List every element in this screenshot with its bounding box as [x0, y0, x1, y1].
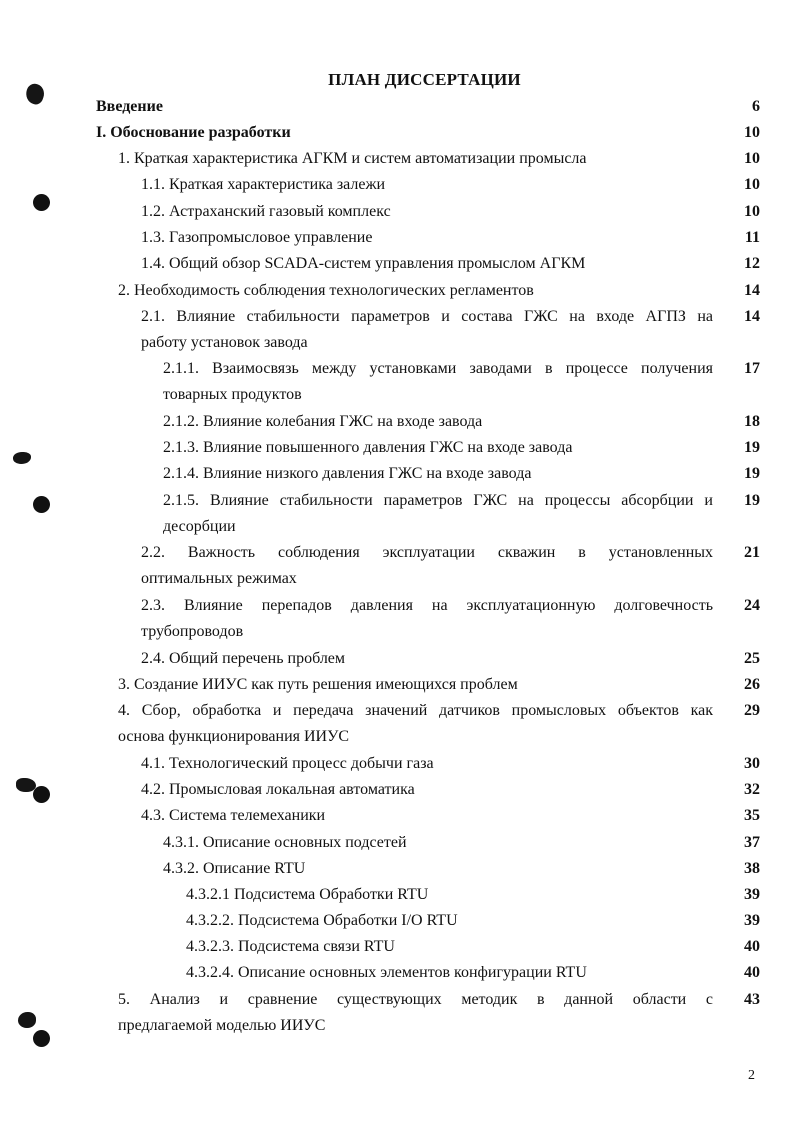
toc-entry-text: 1.2. Астраханский газовый комплекс: [141, 203, 391, 220]
toc-page-number: 17: [744, 360, 760, 377]
toc-entry-text: 2.2. Важность соблюдения эксплуатации скважин в установленных: [141, 544, 713, 561]
toc-entry: [96, 97, 163, 117]
toc-entry: [141, 806, 325, 826]
toc-entry-text: 2.4. Общий перечень проблем: [141, 650, 346, 667]
punch-hole: [33, 496, 50, 513]
toc-page-number: 10: [744, 124, 760, 141]
toc-entry: [163, 491, 713, 511]
ink-blot: [13, 452, 31, 464]
toc-page-number: 25: [744, 650, 760, 667]
toc-entry: [186, 885, 428, 905]
toc-page-number: 38: [744, 860, 760, 877]
toc-entry: [141, 596, 713, 616]
toc-entry-text: 2. Необходимость соблюдения технологических регламентов: [118, 282, 534, 299]
toc-entry-text: 4.3.2.4. Описание основных элементов конфигурации RTU: [186, 964, 587, 981]
toc-page-number: 10: [744, 176, 760, 193]
toc-page-number: 10: [744, 203, 760, 220]
toc-page-number: 30: [744, 755, 760, 772]
toc-entry: [163, 438, 572, 458]
toc-page-number: 40: [744, 938, 760, 955]
toc-entry-text: Введение: [96, 98, 163, 115]
toc-entry-continuation: основа функционирования ИИУС: [118, 728, 350, 745]
toc-entry-text: 2.1.3. Влияние повышенного давления ГЖС на входе завода: [163, 439, 573, 456]
toc-entry: [96, 123, 291, 143]
toc-entry-text: 4.3.2.3. Подсистема связи RTU: [186, 938, 395, 955]
toc-page-number: 14: [744, 308, 760, 325]
toc-entry: [141, 254, 585, 274]
toc-entry: [186, 963, 587, 983]
toc-entry: [141, 307, 713, 327]
toc-page-number: 24: [744, 597, 760, 614]
toc-page-number: 21: [744, 544, 760, 561]
punch-hole: [33, 194, 50, 211]
toc-entry: [163, 412, 482, 432]
toc-page-number: 6: [752, 98, 760, 115]
toc-entry-continuation: десорбции: [163, 518, 236, 535]
toc-entry: [141, 754, 434, 774]
toc-entry-text: 3. Создание ИИУС как путь решения имеющихся проблем: [118, 676, 518, 693]
toc-entry-text: 4.3.1. Описание основных подсетей: [163, 834, 407, 851]
toc-entry-text: 2.1.1. Взаимосвязь между установками заводами в процессе получения: [163, 360, 713, 377]
toc-entry-continuation: оптимальных режимах: [141, 570, 297, 587]
toc-entry: [141, 543, 713, 563]
toc-entry: [118, 281, 534, 301]
toc-entry: [141, 175, 385, 195]
page-number: 2: [748, 1068, 755, 1083]
toc-page-number: 32: [744, 781, 760, 798]
toc-page-number: 35: [744, 807, 760, 824]
toc-entry-text: 2.1.2. Влияние колебания ГЖС на входе завода: [163, 413, 483, 430]
toc-page-number: 39: [744, 886, 760, 903]
toc-entry-text: 1.1. Краткая характеристика залежи: [141, 176, 386, 193]
toc-page-number: 14: [744, 282, 760, 299]
toc-page-number: 10: [744, 150, 760, 167]
toc-entry: [118, 701, 713, 721]
toc-entry-text: I. Обоснование разработки: [96, 124, 291, 141]
toc-page-number: 39: [744, 912, 760, 929]
toc-entry: [163, 859, 305, 879]
toc-entry: [141, 649, 345, 669]
toc-entry-continuation: товарных продуктов: [163, 386, 302, 403]
toc-page-number: 19: [744, 439, 760, 456]
toc-entry-text: 1.3. Газопромысловое управление: [141, 229, 373, 246]
toc-entry: [118, 675, 518, 695]
toc-entry-text: 4.3.2.2. Подсистема Обработки I/O RTU: [186, 912, 458, 929]
toc-entry-text: 2.3. Влияние перепадов давления на эксплуатационную долговечность: [141, 597, 713, 614]
toc-page-number: 29: [744, 702, 760, 719]
toc-entry-text: 4.3. Система телемеханики: [141, 807, 326, 824]
toc-page-number: 12: [744, 255, 760, 272]
toc-page-number: 43: [744, 991, 760, 1008]
toc-entry-continuation: предлагаемой моделью ИИУС: [118, 1017, 326, 1034]
toc-entry-text: 2.1. Влияние стабильности параметров и состава ГЖС на входе АГПЗ на: [141, 308, 713, 325]
toc-page-number: 26: [744, 676, 760, 693]
toc-page-number: 18: [744, 413, 760, 430]
toc-entry-text: 4.1. Технологический процесс добычи газа: [141, 755, 434, 772]
toc-entry: [163, 833, 407, 853]
toc-page-number: 40: [744, 964, 760, 981]
toc-entry-text: 4.3.2.1 Подсистема Обработки RTU: [186, 886, 429, 903]
toc-entry-text: 5. Анализ и сравнение существующих методик в данной области с: [118, 991, 713, 1008]
ink-blot: [18, 1012, 36, 1028]
toc-entry-continuation: трубопроводов: [141, 623, 244, 640]
toc-page-number: 37: [744, 834, 760, 851]
toc-entry-text: 4.3.2. Описание RTU: [163, 860, 306, 877]
toc-entry-text: 1.4. Общий обзор SCADA-систем управления промыслом АГКМ: [141, 255, 586, 272]
toc-entry: [118, 149, 587, 169]
punch-hole: [33, 786, 50, 803]
toc-entry-continuation: работу установок завода: [141, 334, 308, 351]
toc-entry-text: 2.1.5. Влияние стабильности параметров ГЖС на процессы абсорбции и: [163, 492, 713, 509]
page-title: ПЛАН ДИССЕРТАЦИИ: [328, 70, 521, 89]
toc-entry-text: 4.2. Промысловая локальная автоматика: [141, 781, 415, 798]
toc-page-number: 19: [744, 492, 760, 509]
toc-entry: [186, 911, 458, 931]
toc-entry: [141, 228, 372, 248]
toc-page-number: 19: [744, 465, 760, 482]
toc-entry-text: 4. Сбор, обработка и передача значений датчиков промысловых объектов как: [118, 702, 713, 719]
toc-entry-text: 1. Краткая характеристика АГКМ и систем автоматизации промысла: [118, 150, 587, 167]
toc-page-number: 11: [744, 229, 760, 246]
punch-hole: [33, 1030, 50, 1047]
toc-entry: [186, 937, 395, 957]
toc-entry: [141, 202, 391, 222]
toc-entry: [141, 780, 415, 800]
toc-entry-text: 2.1.4. Влияние низкого давления ГЖС на входе завода: [163, 465, 532, 482]
toc-entry: [163, 359, 713, 379]
toc-entry: [118, 990, 713, 1010]
toc-entry: [163, 464, 531, 484]
